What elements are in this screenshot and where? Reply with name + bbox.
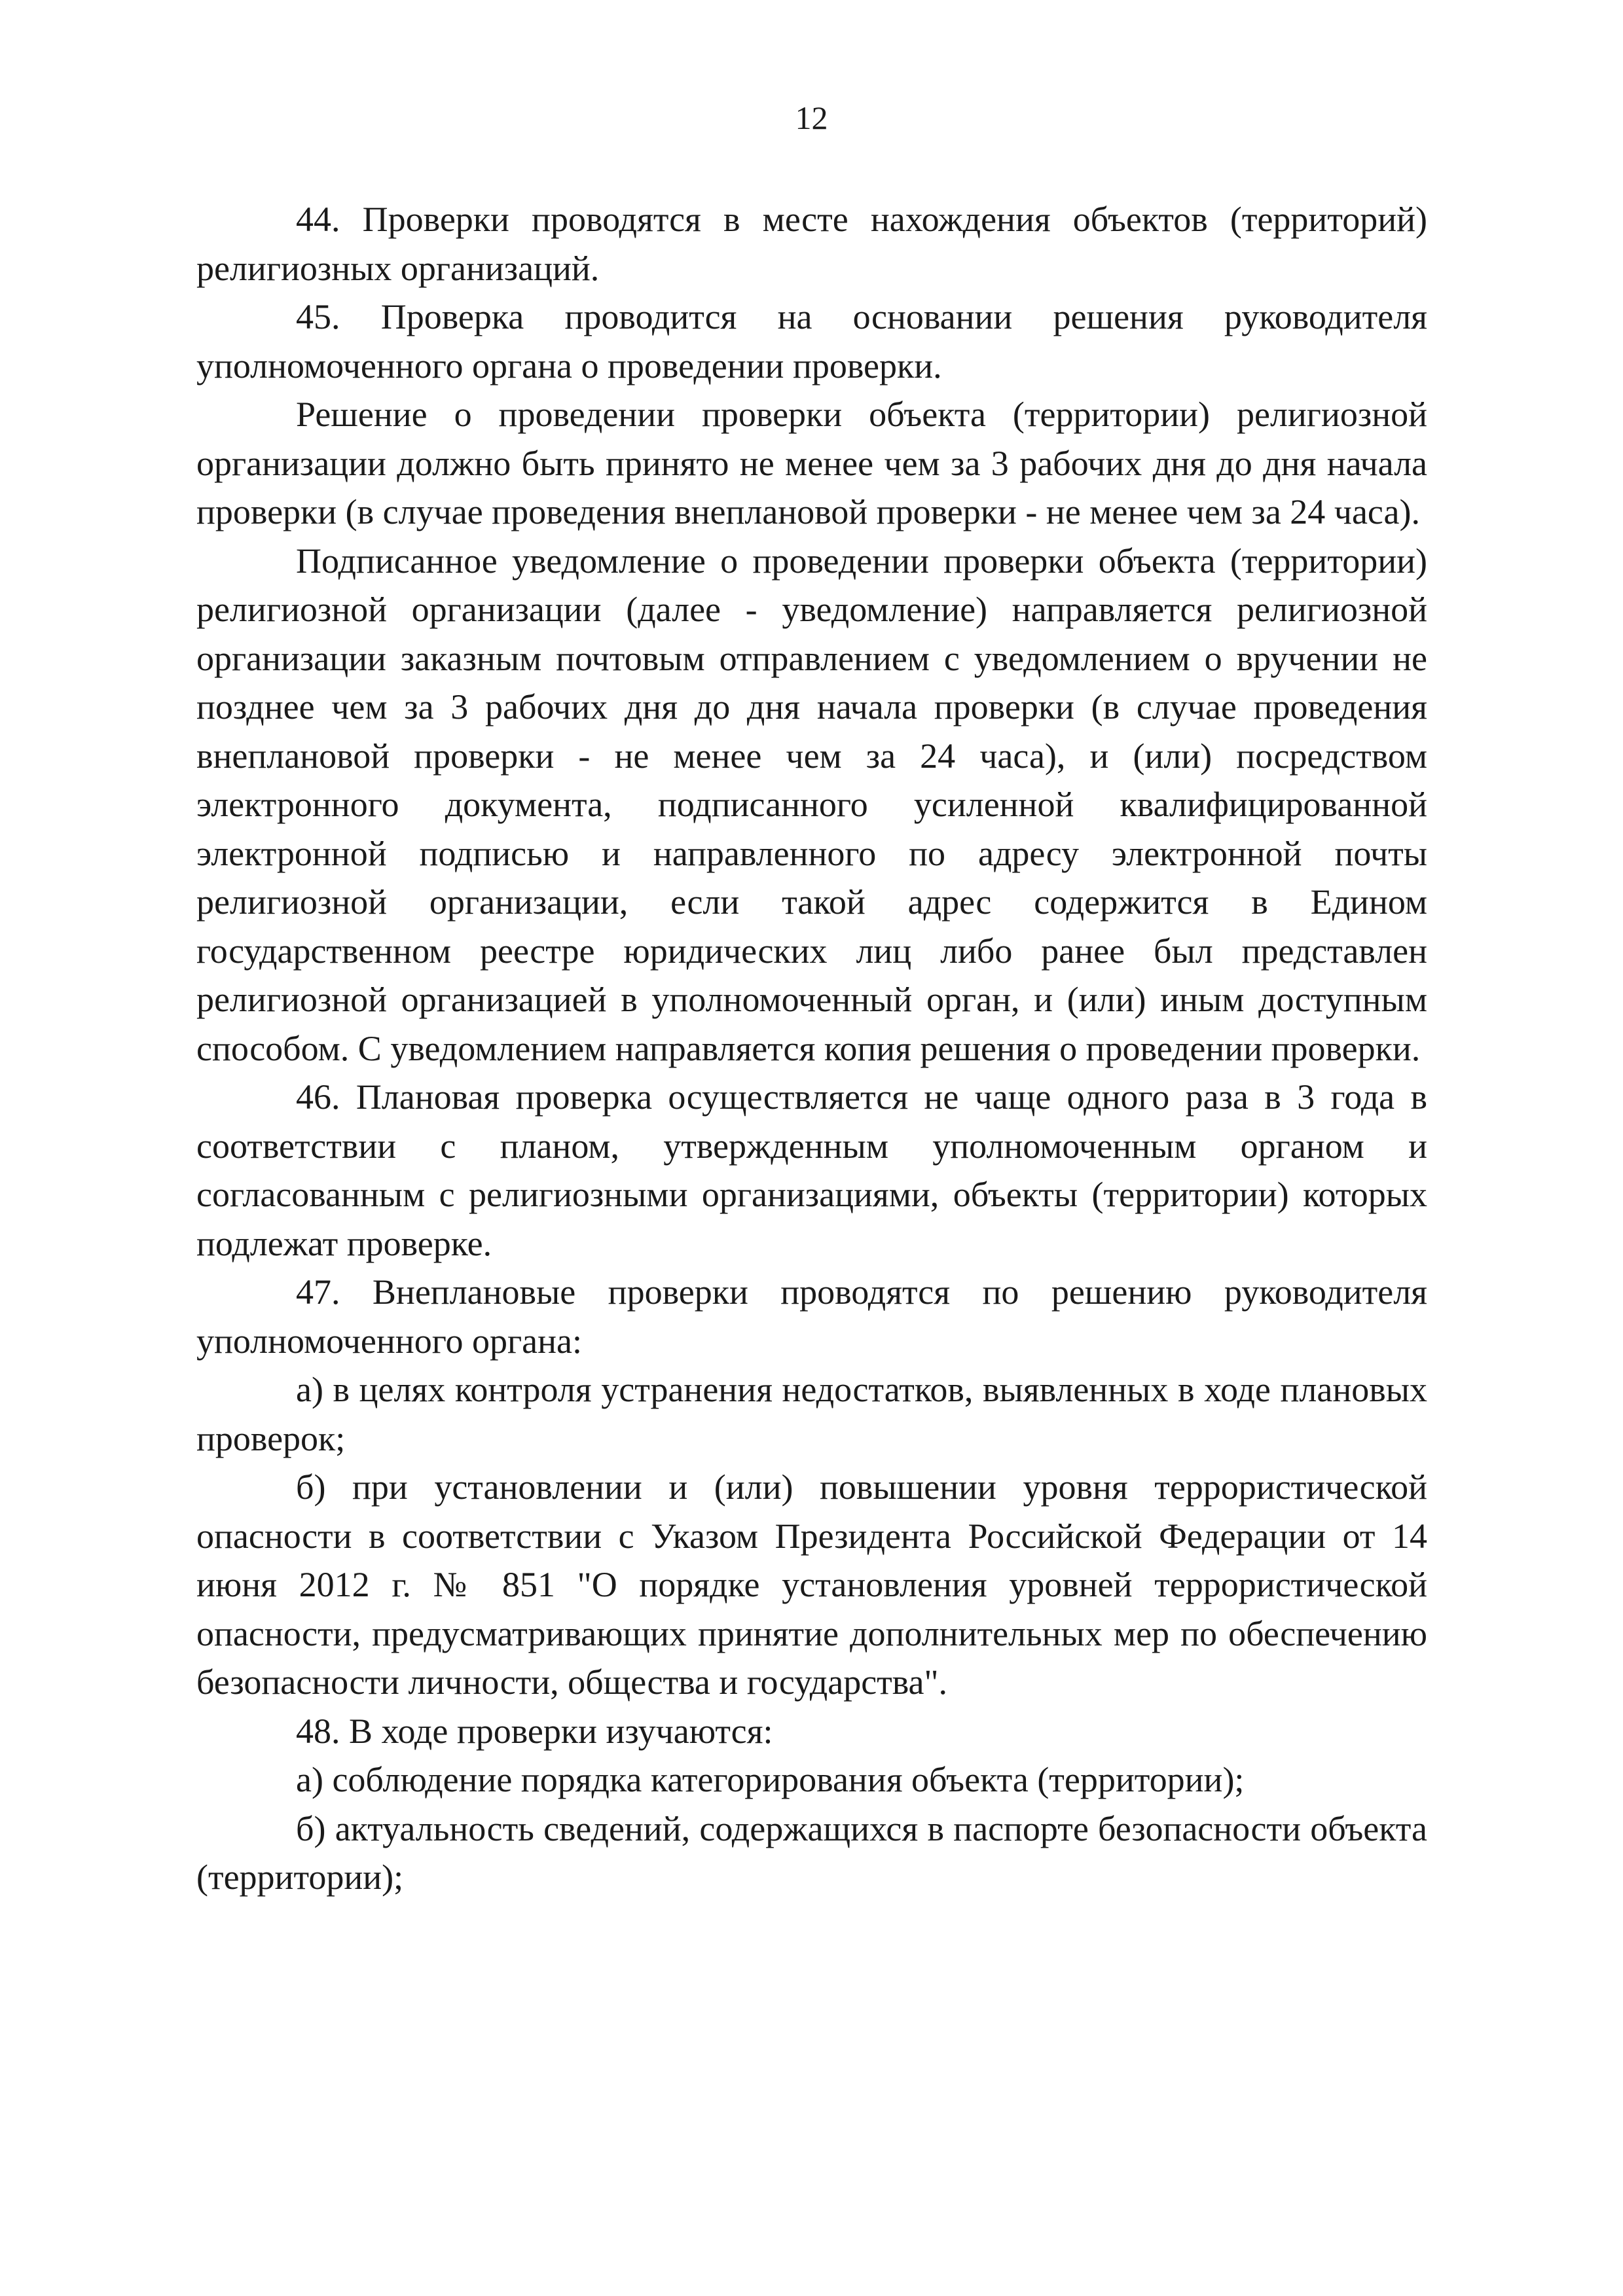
paragraph-47-b: б) при установлении и (или) повышении уровня террористической опасности в соответствии с Указом Президента Российской Федерации от 14 июня 2012 г. № 851 "О порядке установления уровней террористической опасности, предусматривающих принятие дополнительных мер по обеспечению безопасности личности, общества и государства". xyxy=(196,1467,1427,1702)
paragraph-45-decision: Решение о проведении проверки объекта (территории) религиозной организации должно быть принято не менее чем за 3 рабочих дня до дня начала проверки (в случае проведения внеплановой проверки - не менее чем за 24 часа). xyxy=(196,395,1427,531)
paragraph-47: 47. Внеплановые проверки проводятся по решению руководителя уполномоченного органа: xyxy=(196,1272,1427,1361)
document-body xyxy=(196,195,1427,1902)
page-number: 12 xyxy=(795,99,828,136)
paragraph-48-b: б) актуальность сведений, содержащихся в паспорте безопасности объекта (территории); xyxy=(196,1808,1427,1897)
paragraph-47-a: а) в целях контроля устранения недостатков, выявленных в ходе плановых проверок; xyxy=(196,1370,1427,1458)
paragraph-46: 46. Плановая проверка осуществляется не чаще одного раза в 3 года в соответствии с планом, утвержденным уполномоченным органом и согласованным с религиозными организациями, объекты (территории) которых подлежат проверке. xyxy=(196,1077,1427,1263)
paragraph-45: 45. Проверка проводится на основании решения руководителя уполномоченного органа о проведении проверки. xyxy=(196,297,1427,386)
paragraph-44: 44. Проверки проводятся в месте нахождения объектов (территорий) религиозных организаций. xyxy=(196,200,1427,288)
paragraph-48-a: а) соблюдение порядка категорирования объекта (территории); xyxy=(296,1760,1245,1799)
paragraph-45-notification: Подписанное уведомление о проведении проверки объекта (территории) религиозной организации (далее - уведомление) направляется религиозной организации заказным почтовым отправлением с уведомлением о вручении не позднее чем за 3 рабочих дня до дня начала проверки (в случае проведения внеплановой проверки - не менее чем за 24 часа), и (или) посредством электронного документа, подписанного усиленной квалифицированной электронной подписью и направленного по адресу электронной почты религиозной организации, если такой адрес содержится в Едином государственном реестре юридических лиц либо ранее был представлен религиозной организацией в уполномоченный орган, и (или) иным доступным способом. С уведомлением направляется копия решения о проведении проверки. xyxy=(196,541,1427,1068)
paragraph-48: 48. В ходе проверки изучаются: xyxy=(296,1711,773,1751)
